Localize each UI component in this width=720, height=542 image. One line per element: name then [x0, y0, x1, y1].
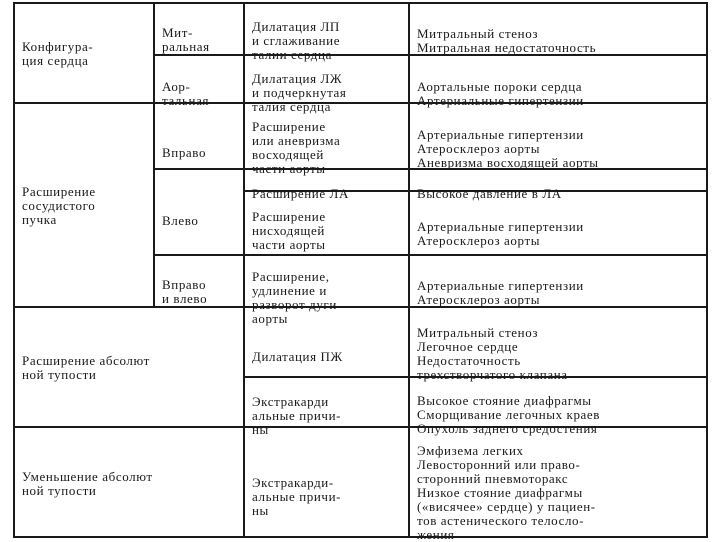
- subcategory-cell: [153, 254, 243, 306]
- subcategory-label: Вправо: [162, 145, 207, 160]
- finding-label: Дилатация ЛЖ и подчеркнутая талия сердца: [252, 71, 347, 114]
- subcategory-label: Мит- ральная: [162, 25, 210, 54]
- category-cell: [13, 102, 153, 306]
- finding-label: Дилатация ЛП и сглаживание талии сердца: [252, 19, 341, 62]
- conditions-text: Высокое давление в ЛА: [417, 186, 562, 201]
- subcategory-label: Аор- тальная: [162, 79, 210, 108]
- conditions-cell: [408, 2, 708, 54]
- conditions-text: Артериальные гипертензии Атеросклероз аорты: [417, 278, 584, 307]
- finding-cell: [243, 102, 408, 176]
- finding-cell: [243, 168, 408, 201]
- finding-label: Экстракарди альные причи- ны: [252, 394, 342, 437]
- subcategory-label: Влево: [162, 213, 199, 228]
- category-cell: [13, 426, 243, 538]
- conditions-text: Аортальные пороки сердца Артериальные гипертензии: [417, 79, 584, 108]
- conditions-text: Митральный стеноз Легочное сердце Недостаточность трехстворчатого клапана: [417, 325, 568, 382]
- category-label: Расширение сосудистого пучка: [22, 183, 96, 227]
- category-label: Уменьшение абсолют ной тупости: [22, 468, 153, 498]
- category-cell: [13, 306, 243, 426]
- conditions-text: Высокое стояние диафрагмы Сморщивание легочных краев Опухоль заднего средостения: [417, 393, 601, 436]
- finding-cell: [243, 306, 408, 376]
- conditions-text: Митральный стеноз Митральная недостаточность: [417, 26, 597, 55]
- subcategory-cell: [153, 168, 243, 254]
- finding-label: Расширение или аневризма восходящей части аорты: [252, 119, 341, 176]
- finding-cell: [243, 190, 408, 254]
- conditions-cell: [408, 426, 708, 542]
- category-cell: [13, 2, 153, 102]
- conditions-cell: [408, 306, 708, 382]
- subcategory-cell: [153, 2, 243, 54]
- conditions-text: Артериальные гипертензии Атеросклероз аорты: [417, 219, 584, 248]
- conditions-cell: [408, 376, 708, 436]
- finding-label: Расширение нисходящей части аорты: [252, 209, 326, 252]
- finding-label: Дилатация ПЖ: [252, 349, 343, 364]
- finding-label: Расширение, удлинение и разворот дуги аорты: [252, 269, 337, 326]
- finding-cell: [243, 426, 408, 538]
- category-label: Расширение абсолют ной тупости: [22, 352, 150, 382]
- finding-cell: [243, 254, 408, 326]
- conditions-cell: [408, 190, 708, 254]
- subcategory-cell: [153, 102, 243, 168]
- finding-label: Экстракарди- альные причи- ны: [252, 475, 342, 518]
- conditions-cell: [408, 168, 708, 201]
- finding-cell: [243, 376, 408, 437]
- conditions-cell: [408, 54, 708, 108]
- conditions-text: Эмфизема легких Левосторонний или право- сторонний пневмоторакс Низкое стояние диафрагмы («висячее» сердце) у пациен- тов астенического телосло- жения: [417, 443, 596, 542]
- conditions-cell: [408, 254, 708, 306]
- conditions-cell: [408, 102, 708, 168]
- conditions-text: Артериальные гипертензии Атеросклероз аорты Аневризма восходящей аорты: [417, 127, 599, 170]
- finding-cell: [243, 54, 408, 114]
- subcategory-cell: [153, 54, 243, 108]
- finding-cell: [243, 2, 408, 62]
- findings-table: [13, 2, 708, 542]
- subcategory-label: Вправо и влево: [162, 277, 208, 306]
- category-label: Конфигура- ция сердца: [22, 38, 94, 68]
- finding-label: Расширение ЛА: [252, 186, 349, 201]
